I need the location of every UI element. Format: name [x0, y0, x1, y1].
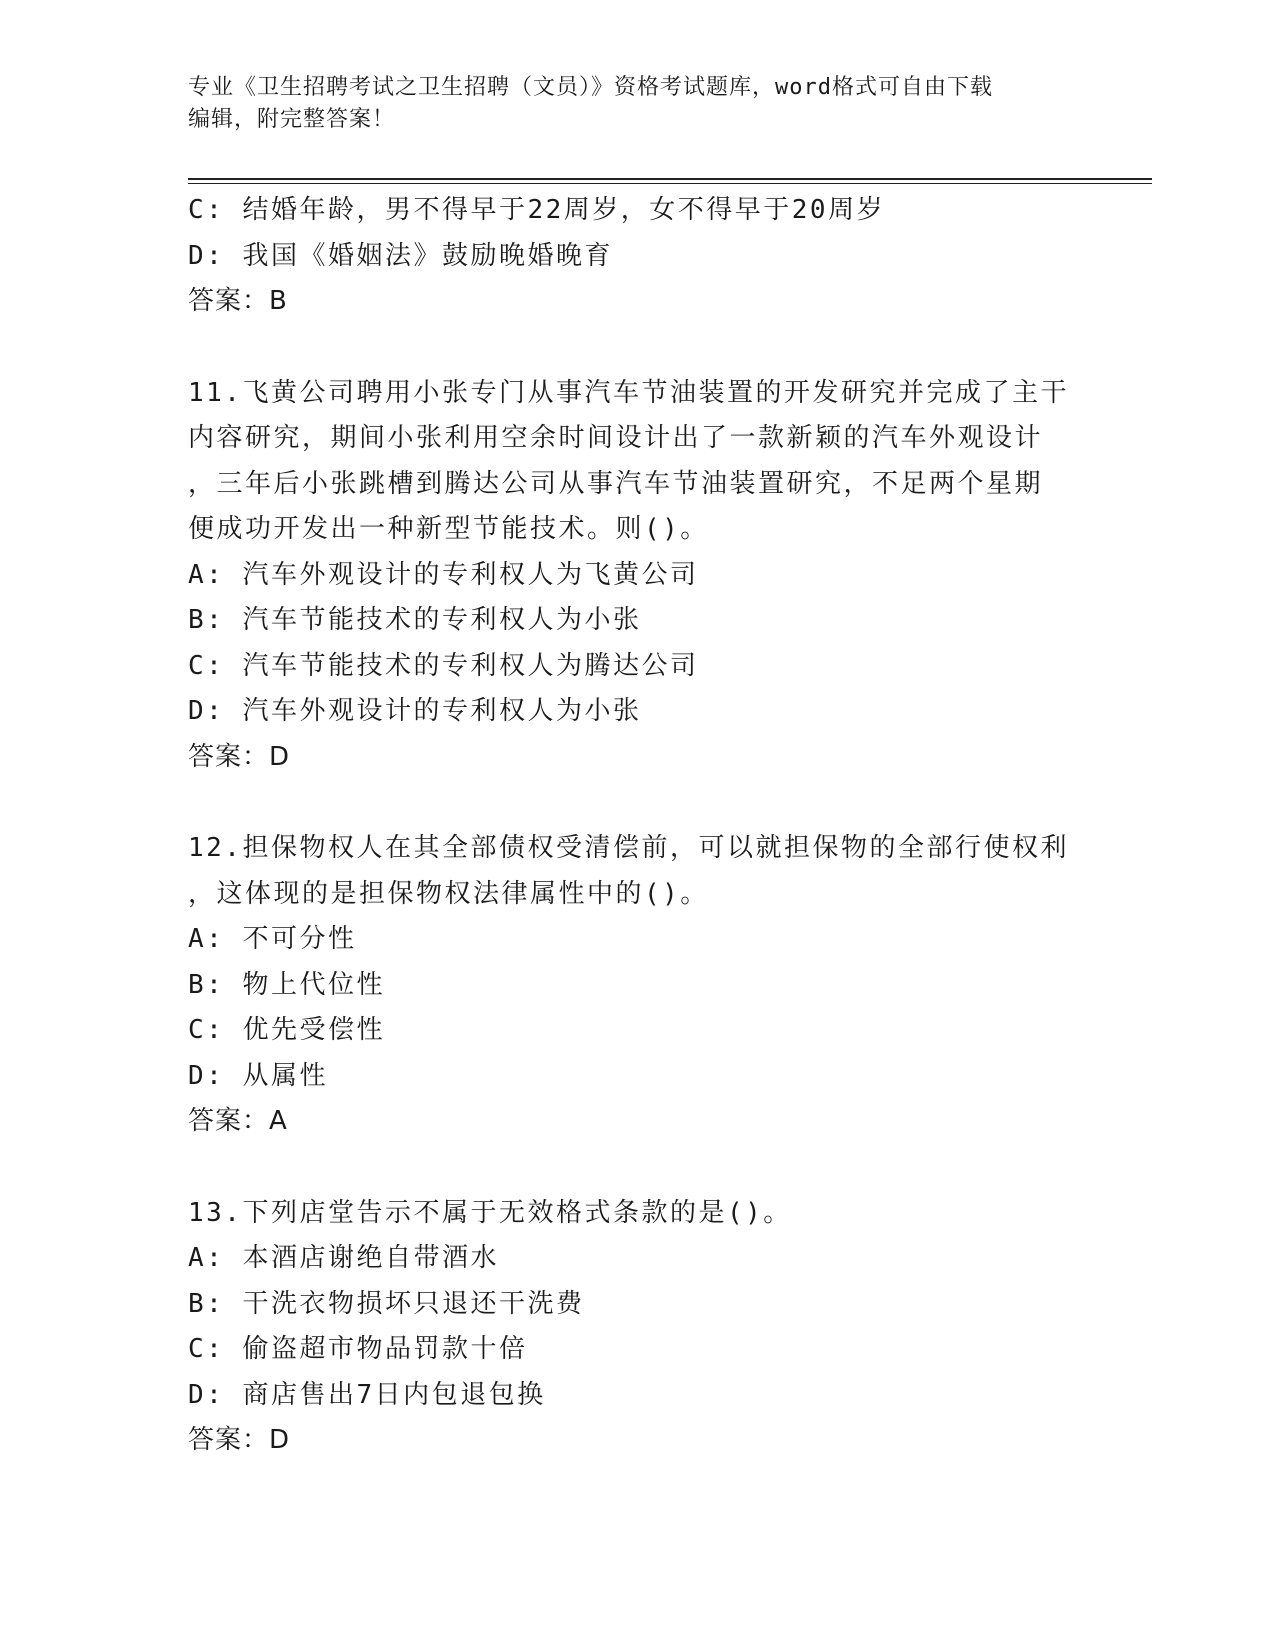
question-11 [188, 371, 1088, 781]
answer: 答案：D [188, 1425, 291, 1455]
option-c: C: 汽车节能技术的专利权人为腾达公司 [188, 650, 699, 681]
question-text-line: 内容研究，期间小张利用空余时间设计出了一款新颖的汽车外观设计 [188, 423, 1044, 453]
option-a: A: 不可分性 [188, 924, 357, 954]
option-d: D: 我国《婚姻法》鼓励晚婚晚育 [188, 240, 613, 271]
option-b: B: 汽车节能技术的专利权人为小张 [188, 605, 642, 635]
document-body [188, 188, 1088, 1464]
answer: 答案：B [188, 286, 288, 316]
option-b: B: 物上代位性 [188, 969, 385, 1000]
option-c: C: 优先受偿性 [188, 1015, 385, 1045]
page-header [188, 72, 1088, 136]
header-divider-thin [188, 183, 1152, 184]
question-text-line: ，三年后小张跳槽到腾达公司从事汽车节油装置研究，不足两个星期 [188, 468, 1044, 499]
option-d: D: 从属性 [188, 1060, 328, 1091]
question-12 [188, 826, 1088, 1145]
spacer [188, 1145, 1088, 1191]
answer: 答案：A [188, 1106, 288, 1136]
spacer [188, 325, 1088, 371]
header-line-2: 编辑，附完整答案！ [188, 107, 396, 132]
spacer [188, 780, 1088, 826]
header-divider-thick [188, 178, 1152, 180]
question-10-tail [188, 188, 1088, 325]
option-c: C: 结婚年龄，男不得早于22周岁，女不得早于20周岁 [188, 195, 886, 225]
option-a: A: 本酒店谢绝自带酒水 [188, 1243, 499, 1273]
question-text-line: 便成功开发出一种新型节能技术。则()。 [188, 514, 709, 544]
option-d: D: 商店售出7日内包退包换 [188, 1379, 546, 1410]
option-b: B: 干洗衣物损坏只退还干洗费 [188, 1288, 585, 1319]
question-text-line: 11.飞黄公司聘用小张专门从事汽车节油装置的开发研究并完成了主干 [188, 377, 1069, 408]
option-a: A: 汽车外观设计的专利权人为飞黄公司 [188, 559, 699, 590]
option-c: C: 偷盗超市物品罚款十倍 [188, 1334, 528, 1364]
question-text-line: 13.下列店堂告示不属于无效格式条款的是()。 [188, 1197, 792, 1228]
answer: 答案：D [188, 741, 291, 772]
question-13 [188, 1191, 1088, 1464]
header-line-1: 专业《卫生招聘考试之卫生招聘（文员）》资格考试题库，word格式可自由下载 [188, 75, 993, 100]
option-d: D: 汽车外观设计的专利权人为小张 [188, 696, 642, 726]
question-text-line: ，这体现的是担保物权法律属性中的()。 [188, 878, 709, 909]
question-text-line: 12.担保物权人在其全部债权受清偿前，可以就担保物的全部行使权利 [188, 833, 1069, 863]
